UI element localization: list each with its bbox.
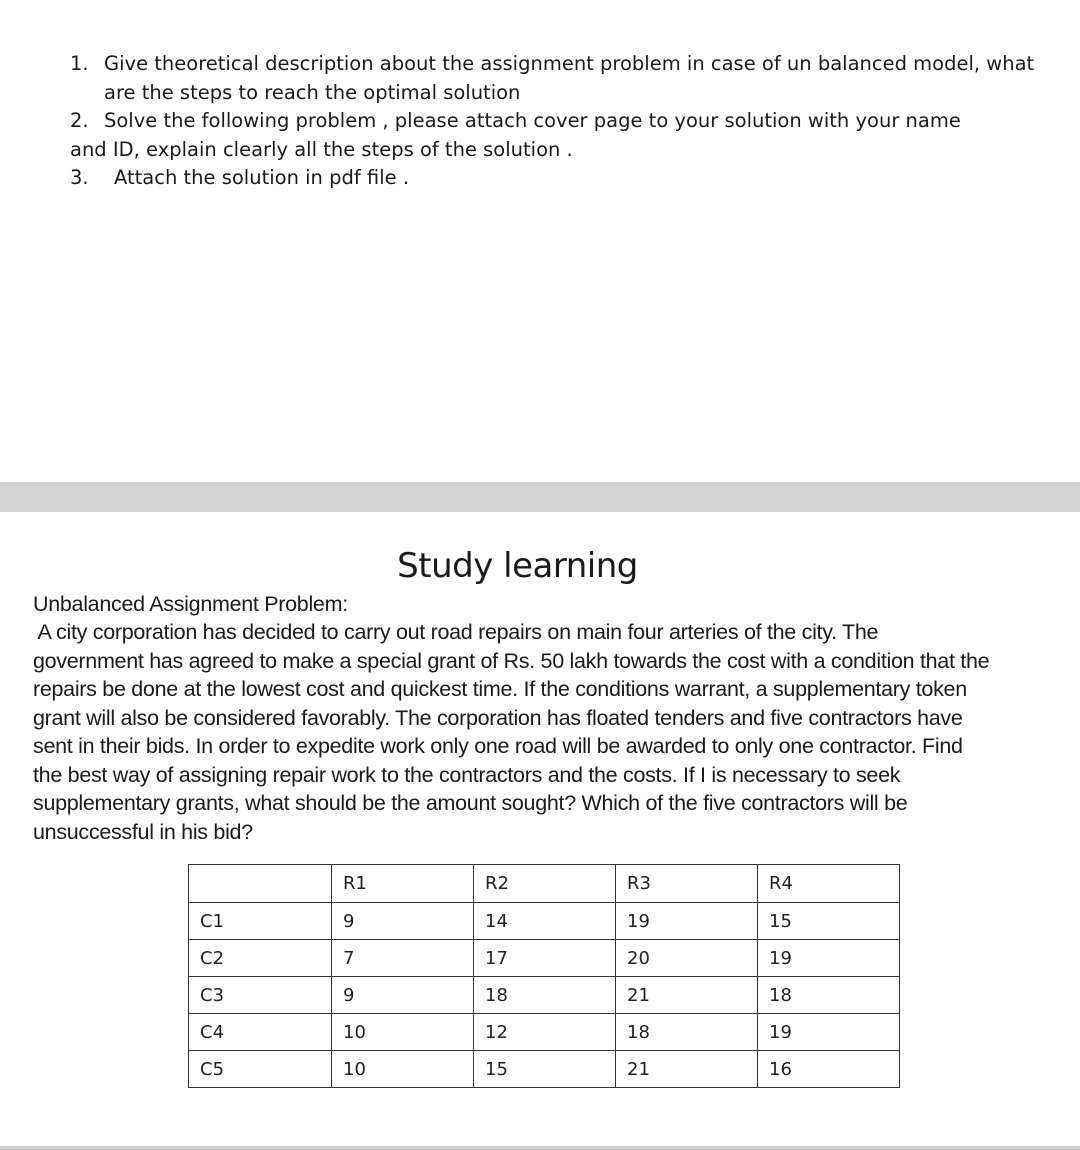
page-divider [0, 482, 1080, 512]
table-cell: 18 [616, 1014, 758, 1051]
table-cell: 10 [332, 1014, 474, 1051]
row-label: C4 [189, 1014, 332, 1051]
table-cell: 15 [474, 1051, 616, 1088]
page-title: Study learning [397, 546, 638, 586]
task-item-1 [70, 50, 1060, 107]
task-number: 1. [70, 52, 89, 75]
column-header: R2 [474, 865, 616, 903]
table-row [189, 1014, 900, 1051]
task-text-continued: are the steps to reach the optimal solution [104, 80, 521, 104]
table-cell: 19 [758, 1014, 900, 1051]
table-cell: 21 [616, 1051, 758, 1088]
task-item-3 [70, 164, 1060, 193]
table-cell: 17 [474, 940, 616, 977]
table-cell: 18 [474, 977, 616, 1014]
task-number: 3. [70, 166, 89, 189]
table-cell: 9 [332, 903, 474, 940]
problem-statement [33, 618, 1023, 846]
study-page [0, 512, 1080, 1150]
problem-heading: Unbalanced Assignment Problem: [33, 592, 348, 616]
table-cell: 16 [758, 1051, 900, 1088]
table-row [189, 903, 900, 940]
problem-line: sent in their bids. In order to expedite work only one road will be awarded to only one contractor. Find [33, 734, 963, 758]
column-header: R1 [332, 865, 474, 903]
problem-line: supplementary grants, what should be the amount sought? Which of the five contractors will be [33, 791, 908, 815]
problem-line: repairs be done at the lowest cost and quickest time. If the conditions warrant, a supplementary token [33, 677, 967, 701]
row-label: C2 [189, 940, 332, 977]
table-cell: 10 [332, 1051, 474, 1088]
row-label: C5 [189, 1051, 332, 1088]
task-text: Attach the solution in pdf file . [114, 166, 410, 189]
task-item-2 [70, 107, 1060, 164]
table-cell: 7 [332, 940, 474, 977]
table-row [189, 940, 900, 977]
problem-line: grant will also be considered favorably. The corporation has floated tenders and five contractors have [33, 705, 963, 730]
column-header: R4 [758, 865, 900, 903]
problem-line: unsuccessful in his bid? [33, 819, 253, 844]
column-header: R3 [616, 865, 758, 903]
table-row [189, 977, 900, 1014]
task-text: Solve the following problem , please attach cover page to your solution with your name [104, 109, 961, 132]
instructions-page [0, 0, 1080, 482]
table-cell: 18 [758, 977, 900, 1014]
table-cell: 19 [616, 903, 758, 940]
task-number: 2. [70, 109, 89, 132]
task-list [70, 50, 1060, 193]
task-text-continued: and ID, explain clearly all the steps of the solution . [70, 137, 573, 161]
table-cell: 20 [616, 940, 758, 977]
table-corner-cell [189, 865, 332, 903]
problem-line: government has agreed to make a special grant of Rs. 50 lakh towards the cost with a condition that the [33, 648, 990, 673]
bottom-divider [0, 1146, 1080, 1150]
table-header-row [189, 865, 900, 903]
problem-line: the best way of assigning repair work to the contractors and the costs. If I is necessary to seek [33, 762, 901, 787]
row-label: C3 [189, 977, 332, 1014]
cost-table [188, 864, 900, 1088]
table-row [189, 1051, 900, 1088]
problem-line: A city corporation has decided to carry out road repairs on main four arteries of the city. The [33, 620, 879, 644]
table-cell: 14 [474, 903, 616, 940]
task-text: Give theoretical description about the assignment problem in case of un balanced model, what [104, 52, 1035, 75]
table-cell: 15 [758, 903, 900, 940]
table-cell: 9 [332, 977, 474, 1014]
table-cell: 12 [474, 1014, 616, 1051]
row-label: C1 [189, 903, 332, 940]
table-cell: 21 [616, 977, 758, 1014]
table-cell: 19 [758, 940, 900, 977]
